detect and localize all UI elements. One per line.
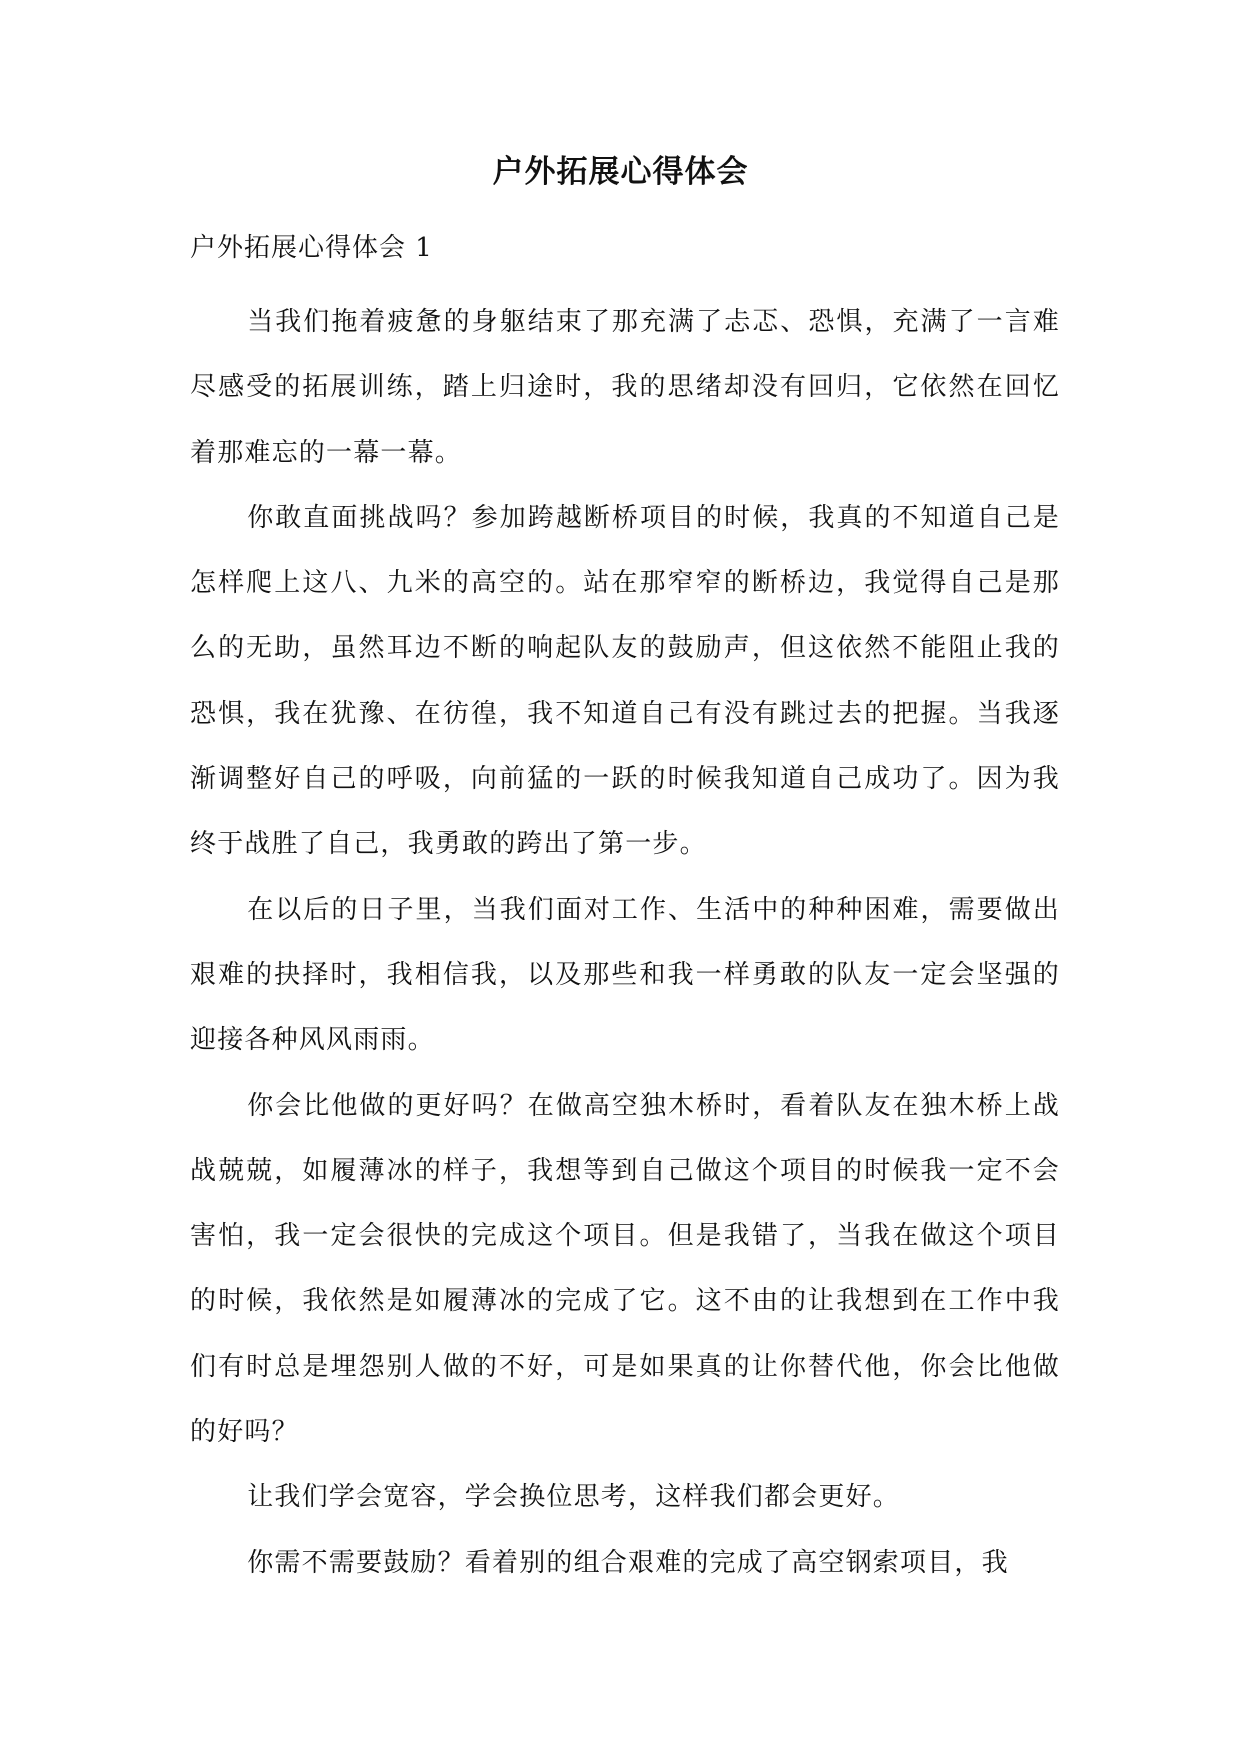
section-heading: 户外拓展心得体会 1 [190,233,433,263]
document-body [190,290,1060,1596]
paragraph-3: 在以后的日子里，当我们面对工作、生活中的种种困难，需要做出艰难的抉择时，我相信我，以及那些和我一样勇敢的队友一定会坚强的迎接各种风风雨雨。 [190,894,1060,1056]
paragraph-6: 你需不需要鼓励？看着别的组合艰难的完成了高空钢索项目，我 [247,1547,1009,1578]
document-title: 户外拓展心得体会 [492,154,749,190]
paragraph-4: 你会比他做的更好吗？在做高空独木桥时，看着队友在独木桥上战战兢兢，如履薄冰的样子，我想等到自己做这个项目的时候我一定不会害怕，我一定会很快的完成这个项目。但是我错了，当我在做这个项目的时候，我依然是如履薄冰的完成了它。这不由的让我想到在工作中我们有时总是埋怨别人做的不好，可是如果真的让你替代他，你会比他做的好吗？ [190,1090,1060,1448]
paragraph-5: 让我们学会宽容，学会换位思考，这样我们都会更好。 [247,1482,900,1513]
paragraph-1: 当我们拖着疲惫的身躯结束了那充满了忐忑、恐惧，充满了一言难尽感受的拓展训练，踏上归途时，我的思绪却没有回归，它依然在回忆着那难忘的一幕一幕。 [190,307,1060,468]
paragraph-2: 你敢直面挑战吗？参加跨越断桥项目的时候，我真的不知道自己是怎样爬上这八、九米的高空的。站在那窄窄的断桥边，我觉得自己是那么的无助，虽然耳边不断的响起队友的鼓励声，但这依然不能阻止我的恐惧，我在犹豫、在彷徨，我不知道自己有没有跳过去的把握。当我逐渐调整好自己的呼吸，向前猛的一跃的时候我知道自己成功了。因为我终于战胜了自己，我勇敢的跨出了第一步。 [190,502,1060,860]
